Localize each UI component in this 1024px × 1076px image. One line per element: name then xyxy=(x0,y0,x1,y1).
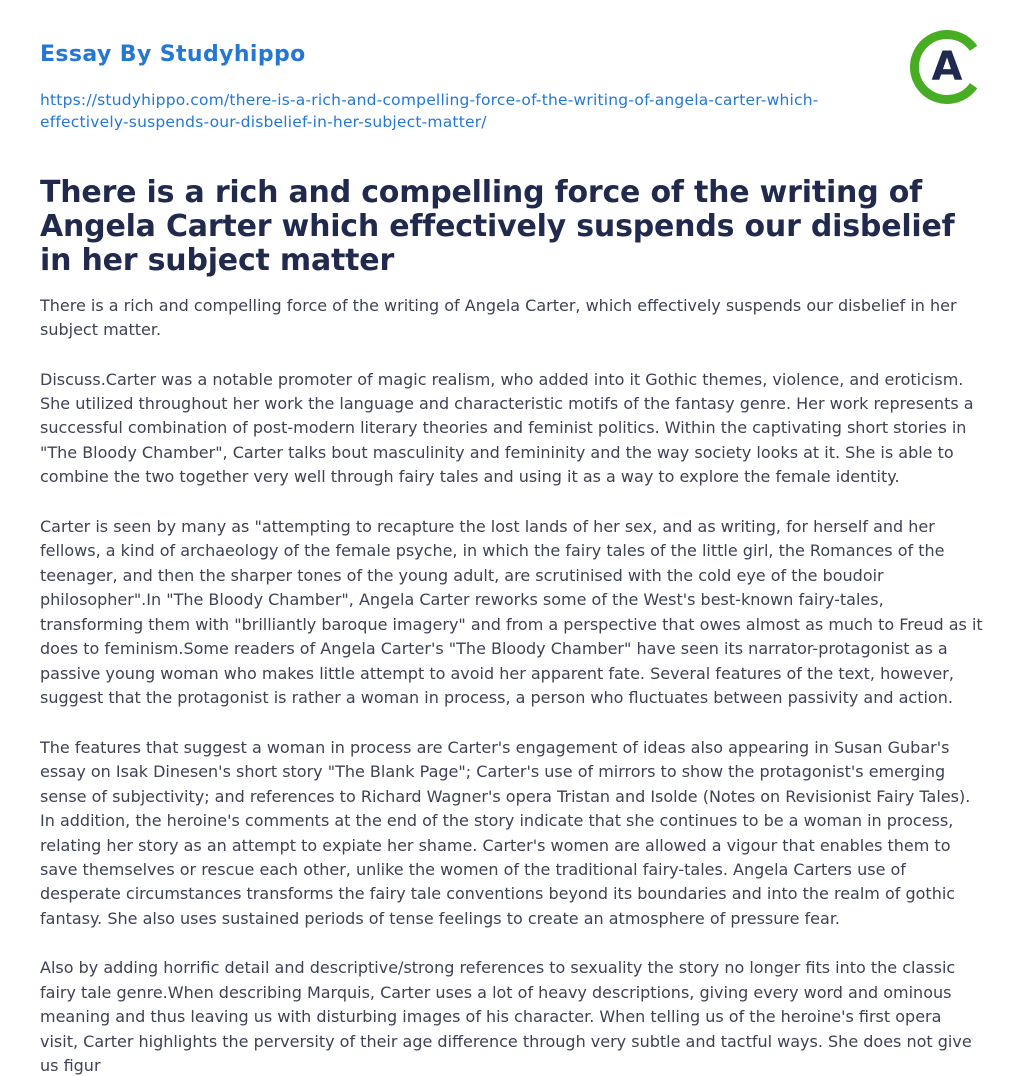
essay-paragraph-2: Discuss.Carter was a notable promoter of magic realism, who added into it Gothic themes, violence, and eroticism. She utilized throughout her work the language and characteristic motifs of the fantasy genre. Her work represents a successful combination of post-modern literary theories and feminist politics. Within the captivating short stories in "The Bloody Chamber", Carter talks bout masculinity and femininity and the way society looks at it. She is able to combine the two together very well through fairy tales and using it as a way to explore the female identity. xyxy=(40,369,974,487)
essay-paragraph-1: There is a rich and compelling force of the writing of Angela Carter, which effectively suspends our disbelief in her subject matter. xyxy=(40,295,957,340)
essay-paragraph-3: Carter is seen by many as "attempting to recapture the lost lands of her sex, and as writing, for herself and her fellows, a kind of archaeology of the female psyche, in which the fairy tales of the little girl, the Romances of the teenager, and then the sharper tones of the young adult, are scrutinised with the cold eye of the boudoir philosopher".In "The Bloody Chamber", Angela Carter reworks some of the West's best-known fairy-tales, transforming them with "brilliantly baroque imagery" and from a perspective that owes almost as much to Freud as it does to feminism.Some readers of Angela Carter's "The Bloody Chamber" have seen its narrator-protagonist as a passive young woman who makes little attempt to avoid her apparent fate. Several features of the text, however, suggest that the protagonist is rather a woman in process, a person who fluctuates between passivity and action. xyxy=(40,516,983,708)
essay-content xyxy=(40,176,984,1076)
logo-letter: A xyxy=(931,44,963,90)
page-header xyxy=(40,0,984,134)
essay-title: There is a rich and compelling force of the writing of Angela Carter which effectively suspends our disbelief in her subject matter xyxy=(40,174,955,278)
essay-paragraph-5: Also by adding horrific detail and descriptive/strong references to sexuality the story no longer fits into the classic fairy tale genre.When describing Marquis, Carter uses a lot of heavy descriptions, giving every word and ominous meaning and thus leaving us with disturbing images of his character. When telling us of the heroine's first opera visit, Carter highlights the perversity of their age difference through very subtle and tactful ways. She does not give us figur xyxy=(40,958,972,1076)
site-label: Essay By Studyhippo xyxy=(40,42,306,67)
source-url-link[interactable]: https://studyhippo.com/there-is-a-rich-and-compelling-force-of-the-writing-of-angela-carter-which-effectively-suspends-our-disbelief-in-her-subject-matter/ xyxy=(40,91,819,132)
essay-paragraph-4: The features that suggest a woman in process are Carter's engagement of ideas also appearing in Susan Gubar's essay on Isak Dinesen's short story "The Blank Page"; Carter's use of mirrors to show the protagonist's emerging sense of subjectivity; and references to Richard Wagner's opera Tristan and Isolde (Notes on Revisionist Fairy Tales). In addition, the heroine's comments at the end of the story indicate that she continues to be a woman in process, relating her story as an attempt to expiate her shame. Carter's women are allowed a vigour that enables them to save themselves or rescue each other, unlike the women of the traditional fairy-tales. Angela Carters use of desperate circumstances transforms the fairy tale conventions beyond its boundaries and into the realm of gothic fantasy. She also uses sustained periods of tense feelings to create an atmosphere of pressure fear. xyxy=(40,737,971,928)
studyhippo-logo-icon xyxy=(910,30,984,104)
